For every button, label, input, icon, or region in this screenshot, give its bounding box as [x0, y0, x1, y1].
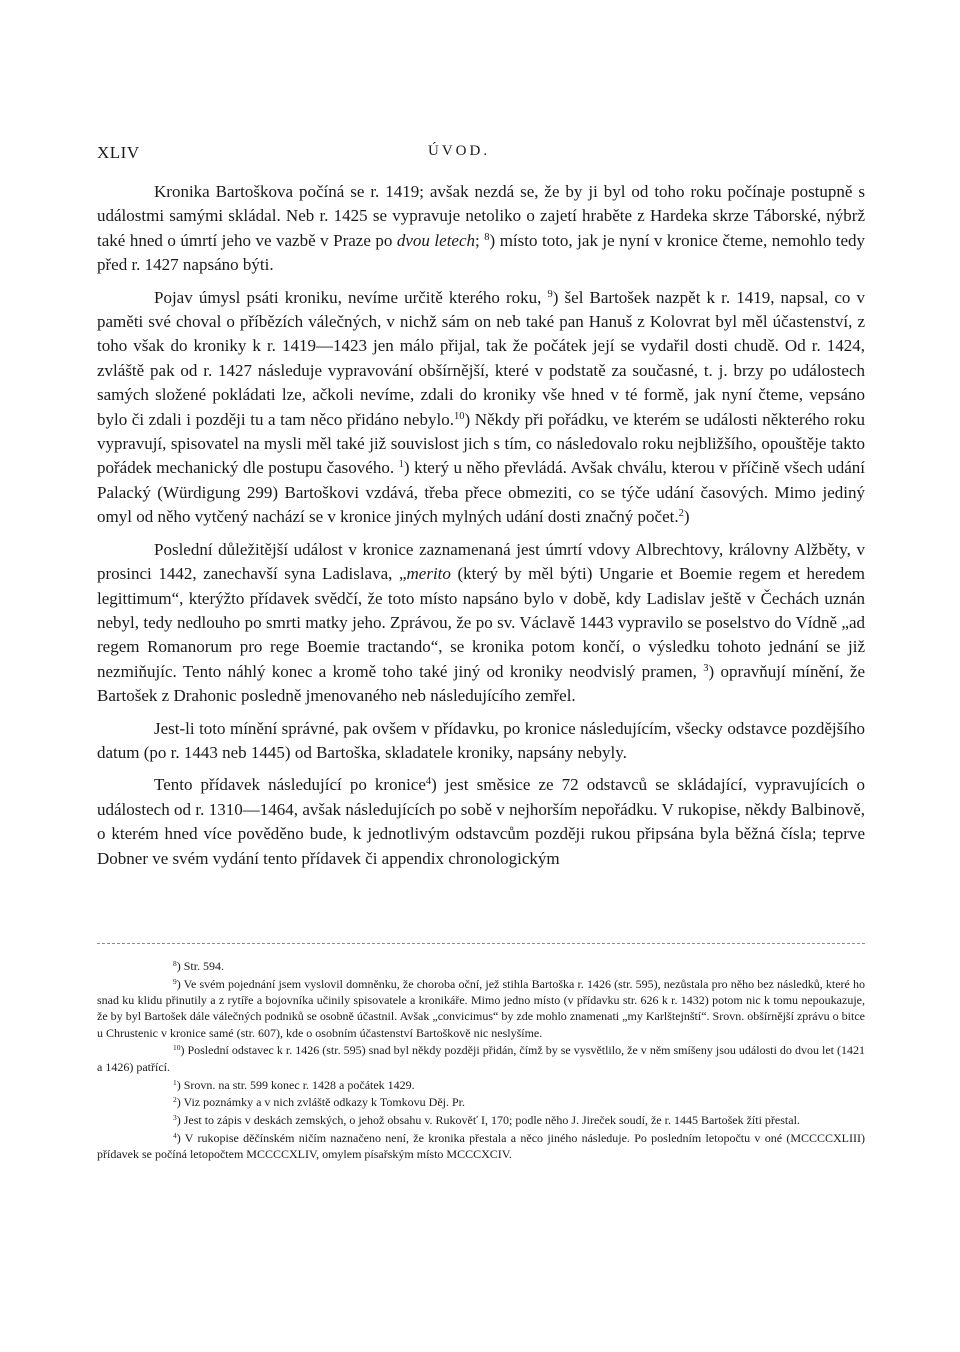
- footnote-9: $^9$) Ve svém pojednání jsem vyslovil domněnku, že choroba oční, jež stihla Bartoška r. 1426 (str. 595), nezůstala pro něho bez následků, které ho snad ku klidu přinutily a z rytíře a bojovníka učinily spisovatele a kronikáře. Mimo jedno místo (v přídavku str. 626 k r. 1432) potom nic k tomu nepoukazuje, že by byl Bartošek dále válečných podniků se osobně účastnil. Avšak „convicimus“ by zde mohlo znamenati „my Karlštejnští“. Srovn. obšírnější zprávu o bitce u Chrustenic v kronice samé (str. 607), kde o osobním účastenství Bartoškově nic neslyšíme.: [97, 976, 865, 1040]
- paragraph-2: Pojav úmysl psáti kroniku, nevíme určitě kterého roku, $^9$) šel Bartošek nazpět k r. 1419, napsal, co v paměti své choval o příbězích válečných, v nichž sám on neb také pan Hanuš z Kolovrat byl měl účastenství, z toho však do kroniky k r. 1419—1423 jen málo přijal, tak že počátek její se vydařil dosti chudě. Od r. 1424, zvláště pak od r. 1427 následuje vypravování obšírnější, které v podstatě za současné, t. j. brzy po událostech samých složené pokládati lze, ačkoli nevíme, zdali do kroniky vše hned v té formě, jak nyní čteme, vepsáno bylo či zdali i později tu a tam něco přidáno nebylo.$^{10}$) Někdy při pořádku, ve kterém se události některého roku vypravují, spisovatel na mysli měl také již souvislost jich s tím, co následovalo roku nejbližšího, opouštěje takto pořádek mechanický dle postupu časového. $^1$) který u něho převládá. Avšak chválu, kterou v příčině všech udání Palacký (Würdigung 299) Bartoškovi vzdává, třeba přece obmeziti, co se týče udání časových. Mimo jediný omyl od něho vytčený nachází se v kronice jiných mylných udání dosti značný počet.$^2$): [97, 287, 865, 527]
- page-number: XLIV: [97, 143, 140, 162]
- footnote-ref[interactable]: 3: [703, 662, 709, 674]
- footnote-ref[interactable]: 4: [425, 776, 432, 788]
- paragraph-3: Poslední důležitější událost v kronice zaznamenaná jest úmrtí vdovy Albrechtovy, královny Alžběty, v prosinci 1442, zanechavší syna Ladislava, „merito (který by měl býti) Ungarie et Boemie regem et heredem legittimum“, kterýžto přídavek svědčí, že toto místo napsáno bylo v době, kdy Ladislav ještě v Čechách uznán nebyl, tedy nedlouho po smrti matky jeho. Zprávou, že po sv. Václavě 1443 vypravilo se poselstvo do Vídně „ad regem Romanorum pro rege Boemie tractando“, se kronika potom končí, o výsledku tohoto jednání se již nezmiňujíc. Tento náhlý konec a kromě toho také jiný od kroniky neodvislý pramen, $^3$) opravňují mínění, že Bartošek z Drahonic posledně jmenovaného neb následujícího zemřel.: [97, 539, 865, 706]
- footnote-10: $^{10}$) Poslední odstavec k r. 1426 (str. 595) snad byl někdy později přidán, čímž by se vysvětlilo, že v něm smíšeny jsou události do dvou let (1421 a 1426) patřící.: [97, 1043, 865, 1074]
- chapter-title: ÚVOD.: [428, 143, 491, 159]
- footnote-4: $^4$) V rukopise děčínském ničím naznačeno není, že kronika přestala a něco jiného následuje. Po posledním letopočtu v oné (MCCCCXLIII) přídavek se počíná letopočtem MCCCCXLIV, omylem písařským místo MCCCXCIV.: [97, 1130, 865, 1162]
- footnote-3: $^3$) Jest to zápis v deskách zemských, o jehož obsahu v. Rukověť I, 170; podle něho J. Jireček soudí, že r. 1445 Bartošek žíti přestal.: [173, 1113, 800, 1128]
- footnotes: [97, 958, 865, 1164]
- footnote-8: $^8$) Str. 594.: [173, 958, 225, 973]
- footnote-ref[interactable]: 1: [398, 459, 404, 471]
- paragraph-5: Tento přídavek následující po kronice$^4$) jest směsice ze 72 odstavců se skládající, vypravujících o událostech od r. 1310—1464, avšak následujících po sobě v nejhorším nepořádku. V rukopise, někdy Balbinově, o kterém hned více pověděno bude, k jednotlivým odstavcům později rukou připsána byla běžná čísla; teprve Dobner ve svém vydání tento přídavek či appendix chronologickým: [97, 775, 865, 868]
- footnote-ref[interactable]: 8: [484, 232, 490, 244]
- footnote-ref[interactable]: 2: [678, 508, 684, 520]
- paragraph-1: Kronika Bartoškova počíná se r. 1419; avšak nezdá se, že by ji byl od toho roku počínaje postupně s událostmi samými skládal. Neb r. 1425 se vypravuje netoliko o zajetí hraběte z Hardeka skrze Táborské, nýbrž také hned o úmrtí jeho ve vazbě v Praze po dvou letech; $^8$) místo toto, jak je nyní v kronice čteme, nemohlo tedy před r. 1427 napsáno býti.: [97, 182, 865, 275]
- footnote-divider: [97, 943, 865, 944]
- main-text: [97, 180, 865, 879]
- running-header: [97, 143, 865, 167]
- italic-phrase: dvou letech: [396, 230, 476, 250]
- footnote-1: $^1$) Srovn. na str. 599 konec r. 1428 a počátek 1429.: [173, 1077, 415, 1092]
- paragraph-4: Jest-li toto mínění správné, pak ovšem v přídavku, po kronice následujícím, všecky odstavce pozdějšího datum (po r. 1443 neb 1445) od Bartoška, skladatele kroniky, napsány nebyly.: [97, 718, 865, 762]
- footnote-ref[interactable]: 9: [547, 288, 553, 300]
- footnote-ref[interactable]: 10: [453, 410, 465, 422]
- footnote-2: $^2$) Viz poznámky a v nich zvláště odkazy k Tomkovu Děj. Pr.: [173, 1095, 465, 1110]
- italic-phrase: merito: [406, 564, 451, 584]
